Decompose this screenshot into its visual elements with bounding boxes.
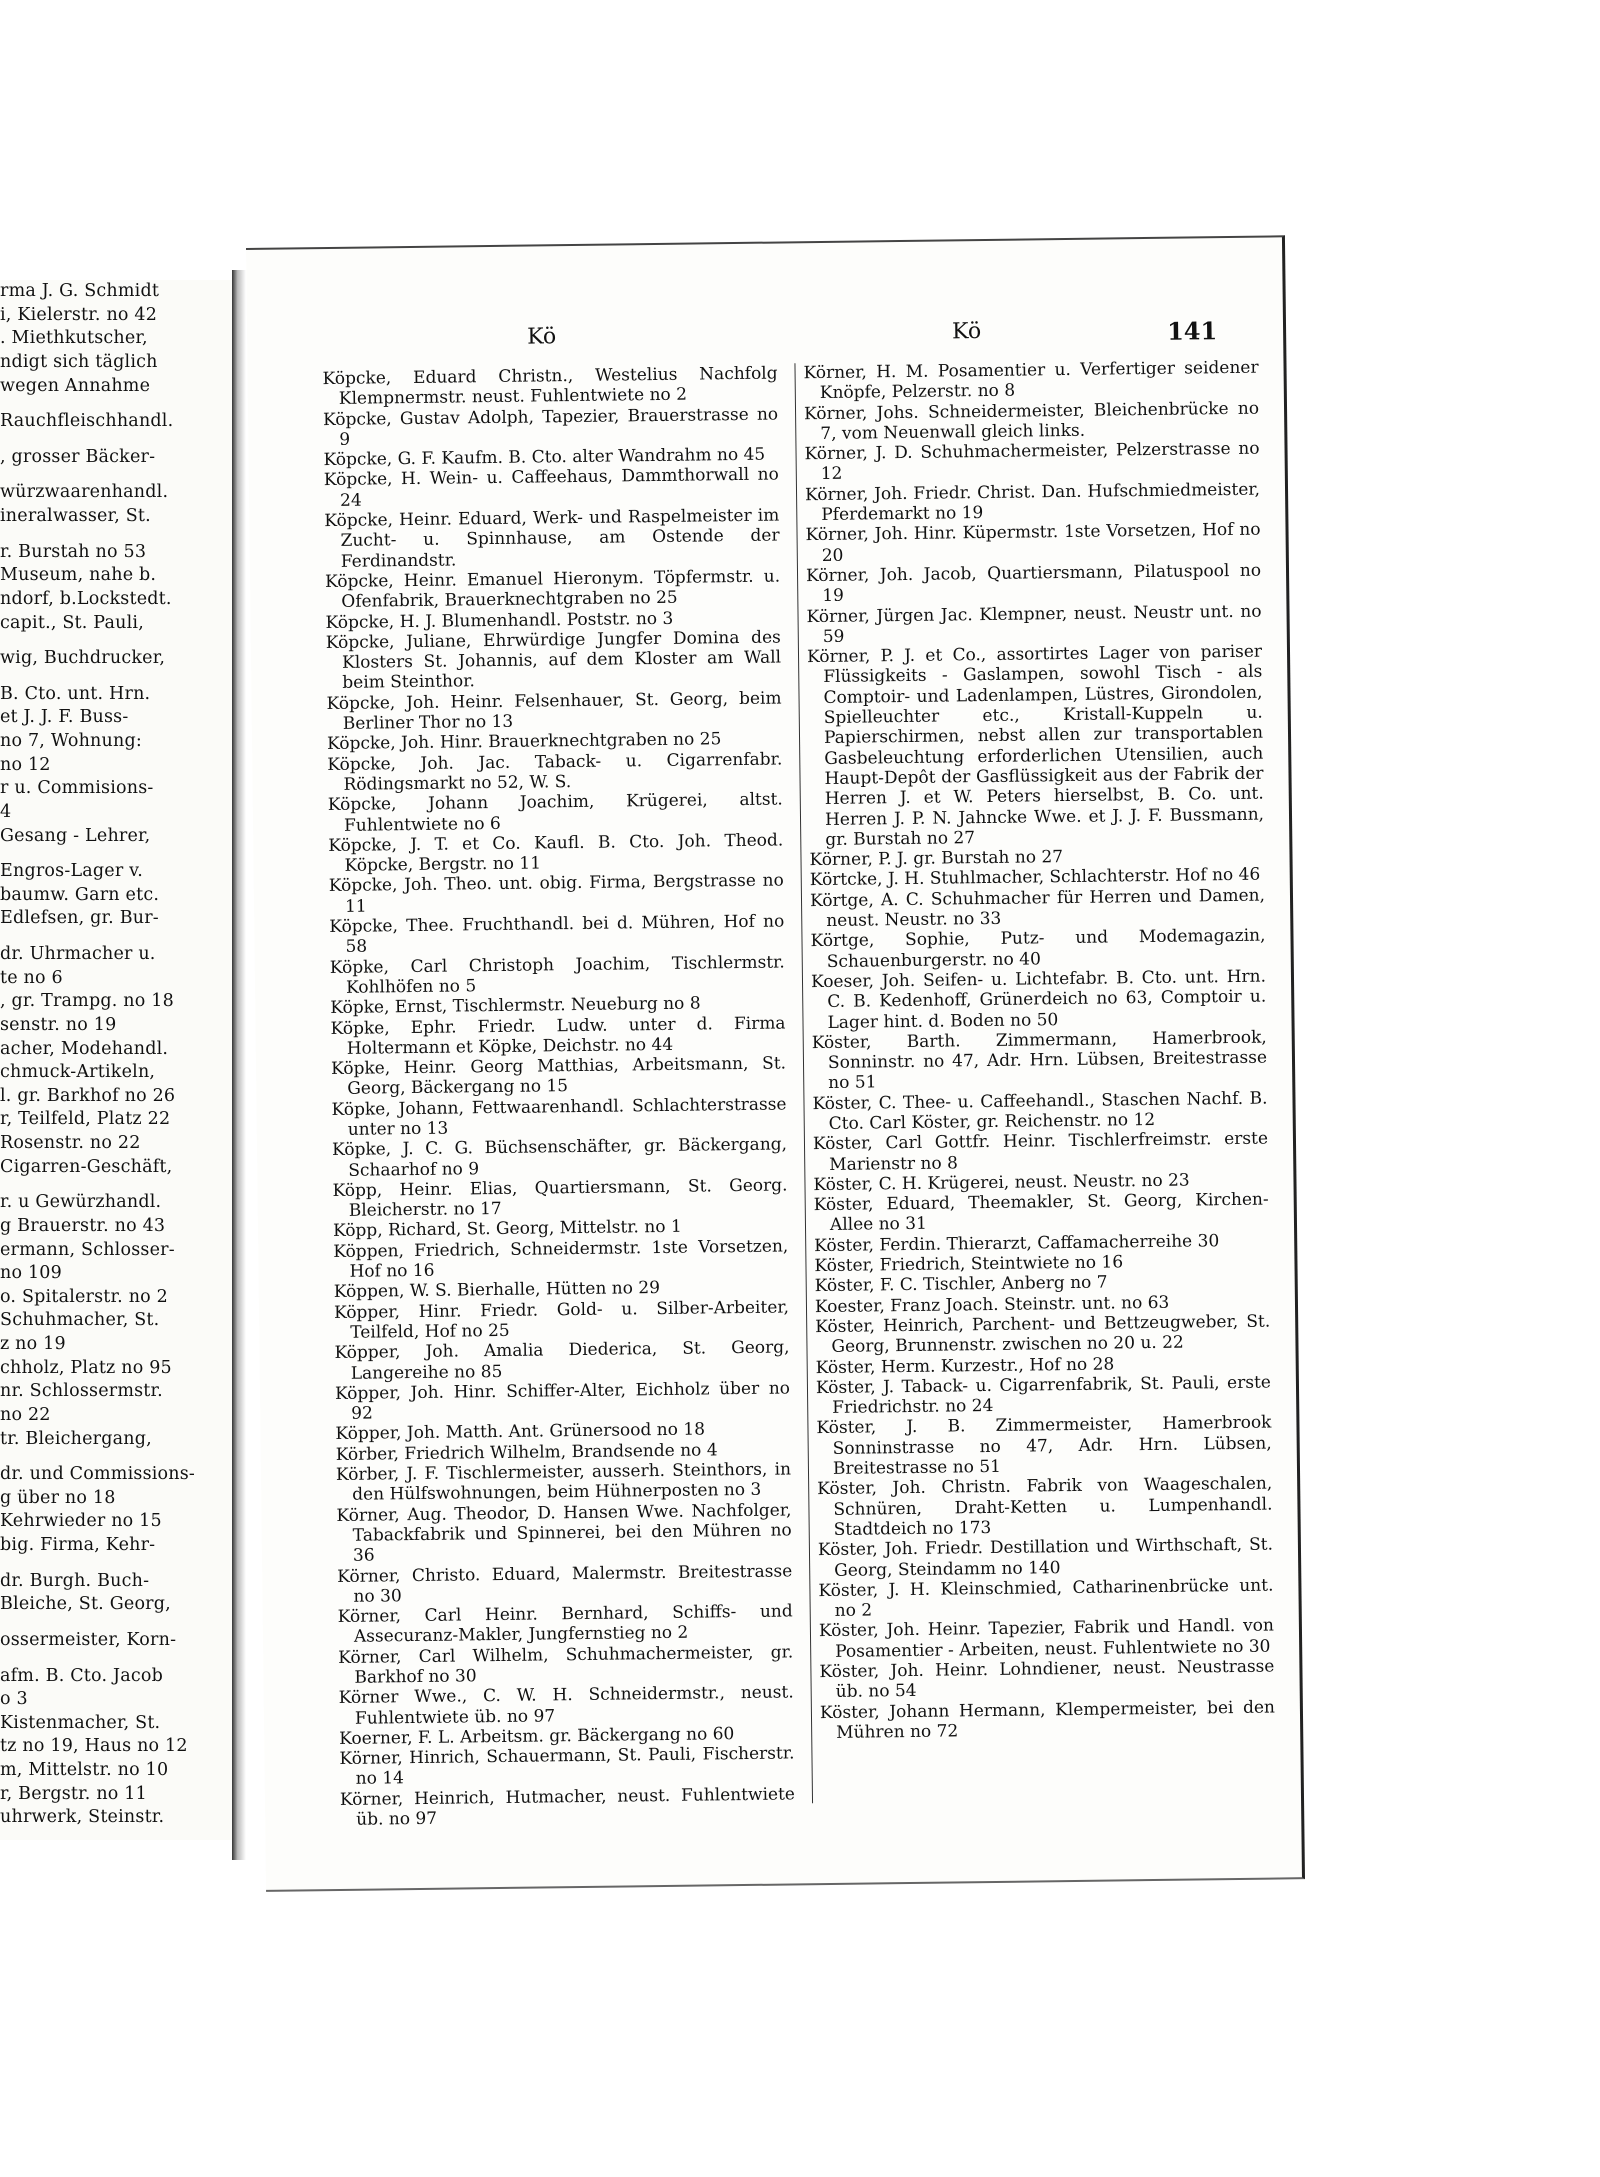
directory-entry: Köpke, Johann, Fettwaarenhandl. Schlachterstrasse unter no 13: [331, 1094, 787, 1140]
directory-entry: Köster, Herm. Kurzestr., Hof no 28: [815, 1354, 1115, 1378]
fragment-line: chholz, Platz no 95: [0, 1357, 172, 1378]
directory-entry: Köster, F. C. Tischler, Anberg no 7: [814, 1272, 1108, 1297]
fragment-line: . Miethkutscher,: [0, 328, 148, 349]
directory-entry: Köpp, Richard, St. Georg, Mittelstr. no 1: [332, 1217, 682, 1242]
directory-entry: Körner, Joh. Friedr. Christ. Dan. Hufschmiedmeister, Pferdemarkt no 19: [804, 479, 1261, 526]
fragment-line: ndorf, b.Lockstedt.: [0, 588, 172, 609]
directory-entry: Körner, J. D. Schuhmachermeister, Pelzerstrasse no 12: [804, 438, 1260, 485]
page-header: [247, 315, 1283, 358]
fragment-line: te no 6: [0, 967, 63, 988]
directory-entry: Körner, Johs. Schneidermeister, Bleichenbrücke no 7, vom Neuenwall gleich links.: [803, 398, 1260, 444]
directory-entry: Körtge, A. C. Schuhmacher für Herren und Damen, neust. Neustr. no 33: [809, 885, 1266, 931]
fragment-line: o 3: [0, 1689, 28, 1710]
fragment-line: no 109: [0, 1263, 62, 1284]
fragment-line: Bleiche, St. Georg,: [0, 1594, 171, 1615]
directory-entry: Köpcke, Eduard Christn., Westelius Nachfolg Klempnermstr. neust. Fuhlentwiete no 2: [322, 363, 778, 410]
directory-entry: Körner, Heinrich, Hutmacher, neust. Fuhlentwiete üb. no 97: [339, 1784, 796, 1830]
directory-entry: Köster, Joh. Heinr. Tapezier, Fabrik und Handl. von Posamentier - Arbeiten, neust. Fuhlentwiete no 30: [818, 1615, 1275, 1662]
fragment-line: Gesang - Lehrer,: [0, 825, 151, 846]
fragment-line: afm. B. Cto. Jacob: [0, 1665, 163, 1686]
directory-page: [246, 235, 1305, 1892]
directory-entry: Körner, Aug. Theodor, D. Hansen Wwe. Nachfolger, Tabackfabrik und Spinnerei, bei den Mühren no 36: [336, 1500, 792, 1567]
directory-entry: Körner Wwe., C. W. H. Schneidermstr., neust. Fuhlentwiete üb. no 97: [338, 1682, 794, 1729]
directory-entry: Köster, J. B. Zimmermeister, Hamerbrook Sonninstrasse no 47, Adr. Hrn. Lübsen, Breitestrasse no 51: [816, 1412, 1272, 1479]
directory-entry: Köpcke, Joh. Theo. unt. obig. Firma, Bergstrasse no 11: [328, 870, 784, 917]
directory-column-left: [322, 364, 795, 1831]
directory-entry: Köpcke, Juliane, Ehrwürdige Jungfer Domina des Klosters St. Johannis, auf dem Kloster am Wall beim Steinthor.: [325, 627, 782, 694]
directory-entry: Köpp, Heinr. Elias, Quartiersmann, St. Georg. Bleicherstr. no 17: [332, 1175, 788, 1221]
directory-entry: Köpcke, J. T. et Co. Kaufl. B. Cto. Joh. Theod. Köpcke, Bergstr. no 11: [328, 830, 784, 876]
fragment-line: Engros-Lager v.: [0, 861, 143, 882]
fragment-line: dr. und Commissions-: [0, 1464, 196, 1485]
directory-entry: Köster, Barth. Zimmermann, Hamerbrook, Sonninstr. no 47, Adr. Hrn. Lübsen, Breitestrasse no 51: [811, 1027, 1268, 1094]
fragment-line: ossermeister, Korn-: [0, 1629, 177, 1650]
fragment-line: ineralwasser, St.: [0, 506, 151, 526]
fragment-line: no 7, Wohnung:: [0, 731, 142, 751]
directory-entry: Köpcke, H. Wein- u. Caffeehaus, Dammthorwall no 24: [323, 464, 779, 511]
fragment-line: dr. Burgh. Buch-: [0, 1570, 150, 1591]
fragment-line: B. Cto. unt. Hrn.: [0, 683, 151, 704]
directory-entry: Körber, J. F. Tischlermeister, ausserh. Steinthors, in den Hülfswohnungen, beim Hühnerposten no 3: [335, 1459, 792, 1506]
fragment-line: r u. Commisions-: [0, 778, 154, 799]
directory-entry: Köpper, Joh. Amalia Diederica, St. Georg, Langereihe no 85: [334, 1337, 790, 1384]
directory-entry: Köpke, Carl Christoph Joachim, Tischlermstr. Kohlhöfen no 5: [329, 952, 785, 998]
directory-entry: Köster, J. H. Kleinschmied, Catharinenbrücke unt. no 2: [818, 1575, 1274, 1622]
directory-entry: Köpke, J. C. G. Büchsenschäfter, gr. Bäckergang, Schaarhof no 9: [331, 1134, 788, 1181]
directory-entry: Körner, P. J. gr. Burstah no 27: [809, 847, 1064, 871]
directory-entry: Körner, Jürgen Jac. Klempner, neust. Neustr unt. no 59: [806, 601, 1262, 647]
fragment-line: no 12: [0, 754, 51, 775]
directory-entry: Köpcke, Joh. Heinr. Felsenhauer, St. Georg, beim Berliner Thor no 13: [326, 688, 782, 734]
directory-entry: Köster, Joh. Christn. Fabrik von Waageschalen, Schnüren, Draht-Ketten u. Lumpenhandl. Stadtdeich no 173: [817, 1473, 1273, 1540]
fragment-line: Kistenmacher, St.: [0, 1712, 161, 1733]
directory-entry: Koester, Franz Joach. Steinstr. unt. no 63: [814, 1292, 1170, 1317]
directory-entry: Köpcke, G. F. Kaufm. B. Cto. alter Wandrahm no 45: [323, 444, 766, 471]
fragment-line: r. u Gewürzhandl.: [0, 1192, 162, 1213]
directory-entry: Köpcke, Thee. Fruchthandl. bei d. Mühren, Hof no 58: [329, 911, 785, 958]
fragment-line: chmuck-Artikeln,: [0, 1062, 156, 1083]
fragment-line: g über no 18: [0, 1487, 116, 1508]
fragment-line: Schuhmacher, St.: [0, 1310, 160, 1331]
directory-entry: Körner, Joh. Jacob, Quartiersmann, Pilatuspool no 19: [805, 560, 1262, 607]
fragment-line: nr. Schlossermstr.: [0, 1381, 163, 1402]
directory-entry: Köster, Ferdin. Thierarzt, Caffamacherreihe 30: [814, 1230, 1220, 1256]
directory-entry: Köpper, Hinr. Friedr. Gold- u. Silber-Arbeiter, Teilfeld, Hof no 25: [333, 1297, 790, 1343]
fragment-line: , grosser Bäcker-: [0, 446, 156, 467]
fragment-line: capit., St. Pauli,: [0, 612, 144, 633]
directory-entry: Körber, Friedrich Wilhelm, Brandsende no 4: [335, 1440, 718, 1465]
directory-entry: Köpke, Heinr. Georg Matthias, Arbeitsmann, St. Georg, Bäckergang no 15: [330, 1053, 787, 1100]
directory-entry: Köpcke, Gustav Adolph, Tapezier, Brauerstrasse no 9: [322, 404, 779, 450]
fragment-line: g Brauerstr. no 43: [0, 1215, 166, 1236]
header-left-heading: Kö: [526, 324, 557, 350]
directory-entry: Köpcke, Joh. Jac. Taback- u. Cigarrenfabr. Rödingsmarkt no 52, W. S.: [327, 749, 783, 795]
fragment-line: tr. Bleichergang,: [0, 1428, 152, 1449]
directory-entry: Koeser, Joh. Seifen- u. Lichtefabr. B. Cto. unt. Hrn. C. B. Kedenhoff, Grünerdeich no 63, Comptoir u. Lager hint. d. Boden no 50: [810, 966, 1267, 1033]
directory-column-right: [794, 358, 1276, 1804]
directory-entry: Körtcke, J. H. Stuhlmacher, Schlachterstr. Hof no 46: [809, 865, 1261, 891]
directory-entry: Köster, Eduard, Theemakler, St. Georg, Kirchen-Allee no 31: [813, 1189, 1269, 1236]
directory-entry: Körner, Christo. Eduard, Malermstr. Breitestrasse no 30: [337, 1560, 793, 1607]
fragment-line: i, Kielerstr. no 42: [0, 304, 158, 325]
fragment-line: baumw. Garn etc.: [0, 884, 160, 905]
book-gutter: [232, 270, 246, 1860]
fragment-line: Cigarren-Geschäft,: [0, 1156, 173, 1177]
directory-entry: Körner, H. M. Posamentier u. Verfertiger seidener Knöpfe, Pelzerstr. no 8: [803, 357, 1259, 404]
fragment-line: Kehrwieder no 15: [0, 1511, 162, 1532]
fragment-line: ndigt sich täglich: [0, 351, 158, 372]
fragment-line: Rauchfleischhandl.: [0, 411, 174, 432]
fragment-line: big. Firma, Kehr-: [0, 1535, 156, 1555]
directory-entry: Köpcke, Heinr. Emanuel Hieronym. Töpfermstr. u. Ofenfabrik, Brauerknechtgraben no 25: [324, 566, 781, 613]
fragment-line: Rosenstr. no 22: [0, 1133, 141, 1153]
directory-entry: Köster, C. Thee- u. Caffeehandl., Staschen Nachf. B. Cto. Carl Köster, gr. Reichenstr. no 12: [812, 1088, 1268, 1134]
fragment-line: o. Spitalerstr. no 2: [0, 1286, 169, 1307]
fragment-line: uhrwerk, Steinstr.: [0, 1807, 165, 1828]
directory-entry: Köpke, Ernst, Tischlermstr. Neueburg no 8: [330, 993, 701, 1019]
directory-entry: Koerner, F. L. Arbeitsm. gr. Bäckergang no 60: [339, 1724, 735, 1749]
directory-entry: Köpcke, Johann Joachim, Krügerei, altst. Fuhlentwiete no 6: [327, 789, 783, 836]
directory-entry: Körner, Carl Wilhelm, Schuhmachermeister, gr. Barkhof no 30: [338, 1642, 794, 1688]
fragment-line: würzwaarenhandl.: [0, 482, 169, 503]
directory-entry: Köster, J. Taback- u. Cigarrenfabrik, St. Pauli, erste Friedrichstr. no 24: [815, 1372, 1272, 1419]
previous-page-fragment: [0, 280, 234, 1840]
fragment-line: dr. Uhrmacher u.: [0, 944, 156, 964]
directory-entry: Köpke, Ephr. Friedr. Ludw. unter d. Firma Holtermann et Köpke, Deichstr. no 44: [330, 1012, 786, 1059]
page-number: 141: [1166, 316, 1218, 346]
directory-entry: Körner, Carl Heinr. Bernhard, Schiffs- und Assecuranz-Makler, Jungfernstieg no 2: [337, 1601, 793, 1648]
directory-entry: Köpcke, Heinr. Eduard, Werk- und Raspelmeister im Zucht- u. Spinnhause, am Ostende der Ferdinandstr.: [324, 505, 780, 572]
fragment-line: et J. J. F. Buss-: [0, 707, 129, 728]
directory-entry: Köster, Johann Hermann, Klempermeister, bei den Mühren no 72: [819, 1697, 1276, 1743]
directory-entry: Köster, Heinrich, Parchent- und Bettzeugweber, St. Georg, Brunnenstr. zwischen no 20 u. 22: [815, 1311, 1271, 1358]
fragment-line: 4: [0, 801, 12, 822]
header-center-heading: Kö: [951, 319, 982, 345]
fragment-line: wegen Annahme: [0, 375, 151, 396]
fragment-line: z no 19: [0, 1334, 66, 1354]
directory-entry: Köster, Joh. Friedr. Destillation und Wirthschaft, St. Georg, Steindamm no 140: [817, 1534, 1274, 1581]
directory-entry: Köster, Joh. Heinr. Lohndiener, neust. Neustrasse üb. no 54: [819, 1656, 1275, 1703]
fragment-line: r. Burstah no 53: [0, 541, 147, 562]
fragment-line: no 22: [0, 1404, 51, 1425]
fragment-line: wig, Buchdrucker,: [0, 648, 166, 669]
directory-entry: Köppen, W. S. Bierhalle, Hütten no 29: [333, 1278, 661, 1303]
fragment-line: rma J. G. Schmidt: [0, 281, 160, 301]
directory-entry: Köster, Carl Gottfr. Heinr. Tischlerfreimstr. erste Marienstr no 8: [812, 1128, 1269, 1175]
directory-entry: Körner, Joh. Hinr. Küpermstr. 1ste Vorsetzen, Hof no 20: [805, 520, 1261, 566]
directory-entry: Körner, Hinrich, Schauermann, St. Pauli, Fischerstr. no 14: [339, 1743, 795, 1790]
fragment-line: r, Bergstr. no 11: [0, 1783, 147, 1804]
directory-entry: Köster, C. H. Krügerei, neust. Neustr. no 23: [813, 1170, 1190, 1196]
fragment-line: Museum, nahe b.: [0, 565, 157, 586]
fragment-line: acher, Modehandl.: [0, 1038, 169, 1059]
fragment-line: l. gr. Barkhof no 26: [0, 1085, 176, 1106]
directory-entry: Körtge, Sophie, Putz- und Modemagazin, Schauenburgerstr. no 40: [810, 925, 1266, 972]
fragment-line: Edlefsen, gr. Bur-: [0, 908, 159, 929]
directory-entry: Köpcke, Joh. Hinr. Brauerknechtgraben no 25: [326, 729, 722, 755]
fragment-line: ermann, Schlosser-: [0, 1239, 175, 1260]
directory-entry: Köpcke, H. J. Blumenhandl. Poststr. no 3: [325, 608, 674, 633]
directory-entry: Köpper, Joh. Matth. Ant. Grünersood no 18: [335, 1419, 706, 1445]
directory-entry: Köppen, Friedrich, Schneidermstr. 1ste Vorsetzen, Hof no 16: [333, 1236, 789, 1282]
fragment-line: m, Mittelstr. no 10: [0, 1760, 169, 1780]
directory-entry: Köster, Friedrich, Steintwiete no 16: [814, 1252, 1124, 1277]
fragment-line: , gr. Trampg. no 18: [0, 991, 174, 1012]
fragment-line: tz no 19, Haus no 12: [0, 1736, 188, 1757]
fragment-line: r, Teilfeld, Platz 22: [0, 1109, 171, 1130]
fragment-line: senstr. no 19: [0, 1014, 117, 1035]
directory-entry: Körner, P. J. et Co., assortirtes Lager von pariser Flüssigkeits - Gaslampen, sowohl Tisch - als Comptoir- und Ladenlampen, Lüstres, Girondolen, Spielleuchter etc., Kristall-Kuppeln u. Papierschirmen, nebst allen zur transportablen Gasbeleuchtung erforderlichen Utensilien, auch Haupt-Depôt der Gasflüssigkeit aus der Fabrik der Herren J. et W. Peters hierselbst, B. Co. unt. Herren J. P. N. Jahncke Wwe. et J. J. F. Bussmann, gr. Burstah no 27: [806, 641, 1265, 850]
directory-entry: Köpper, Joh. Hinr. Schiffer-Alter, Eichholz über no 92: [334, 1378, 791, 1424]
